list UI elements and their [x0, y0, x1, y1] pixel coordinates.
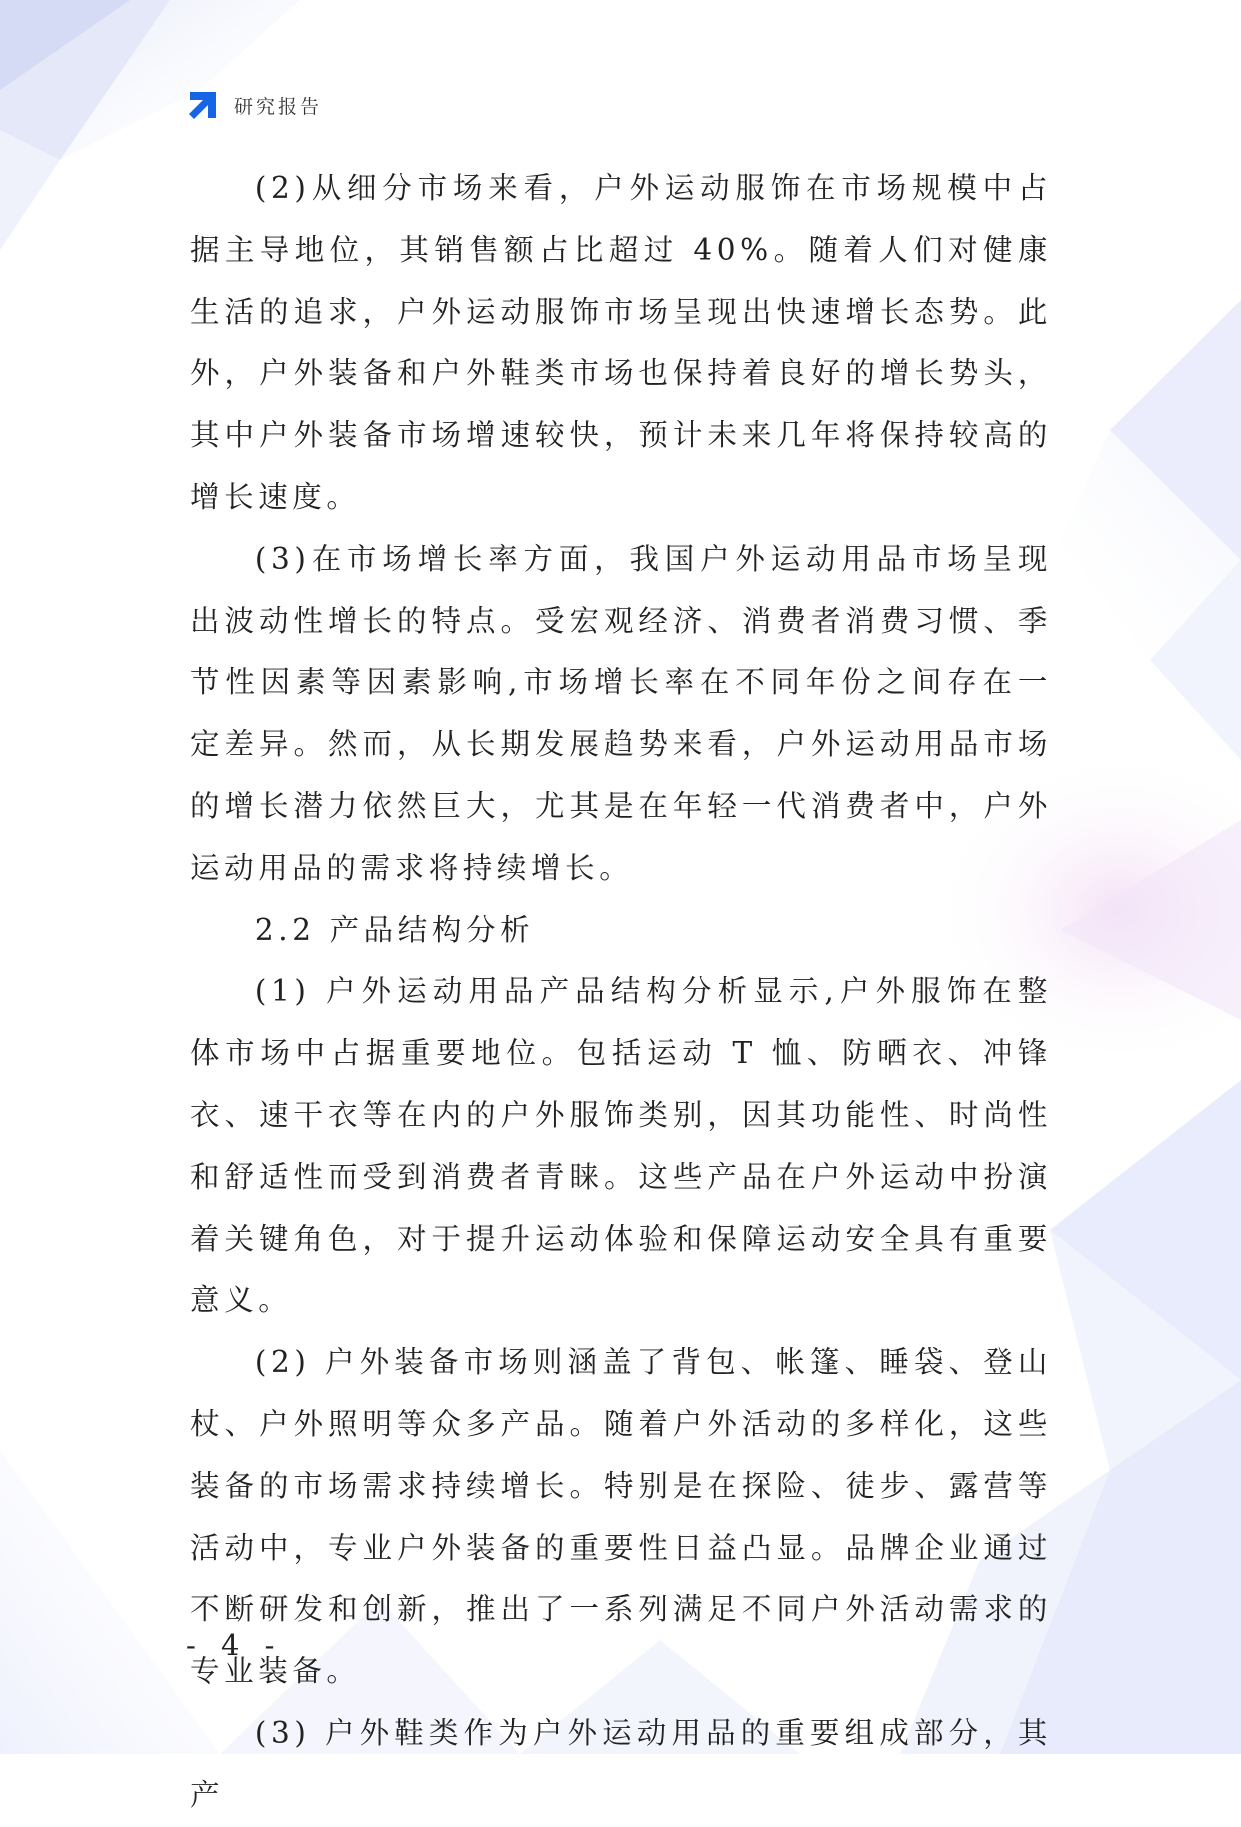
paragraph: (2)从细分市场来看，户外运动服饰在市场规模中占据主导地位，其销售额占比超过 40%。随着人们对健康生活的追求，户外运动服饰市场呈现出快速增长态势。此外，户外装备和户外鞋类市场也保持着良好的增长势头，其中户外装备市场增速较快，预计未来几年将保持较高的增长速度。: [190, 171, 1052, 514]
arrow-logo-icon: [186, 88, 220, 122]
paragraph: (1) 户外运动用品产品结构分析显示,户外服饰在整体市场中占据重要地位。包括运动 T 恤、防晒衣、冲锋衣、速干衣等在内的户外服饰类别，因其功能性、时尚性和舒适性而受到消费者青睐。这些产品在户外运动中扮演着关键角色，对于提升运动体验和保障运动安全具有重要意义。: [190, 974, 1052, 1318]
section-heading: 2.2 产品结构分析: [254, 912, 535, 947]
document-body: [190, 158, 1052, 1827]
header-title: 研究报告: [234, 95, 323, 118]
paragraph: (3)在市场增长率方面，我国户外运动用品市场呈现出波动性增长的特点。受宏观经济、消费者消费习惯、季节性因素等因素影响,市场增长率在不同年份之间存在一定差异。然而，从长期发展趋势来看，户外运动用品市场的增长潜力依然巨大，尤其是在年轻一代消费者中，户外运动用品的需求将持续增长。: [190, 541, 1052, 885]
report-header: [186, 88, 322, 122]
paragraph: (3) 户外鞋类作为户外运动用品的重要组成部分，其产: [190, 1715, 1052, 1812]
paragraph: (2) 户外装备市场则涵盖了背包、帐篷、睡袋、登山杖、户外照明等众多产品。随着户外活动的多样化，这些装备的市场需求持续增长。特别是在探险、徒步、露营等活动中，专业户外装备的重要性日益凸显。品牌企业通过不断研发和创新，推出了一系列满足不同户外活动需求的专业装备。: [190, 1345, 1052, 1689]
page-number: - 4 -: [186, 1628, 283, 1662]
